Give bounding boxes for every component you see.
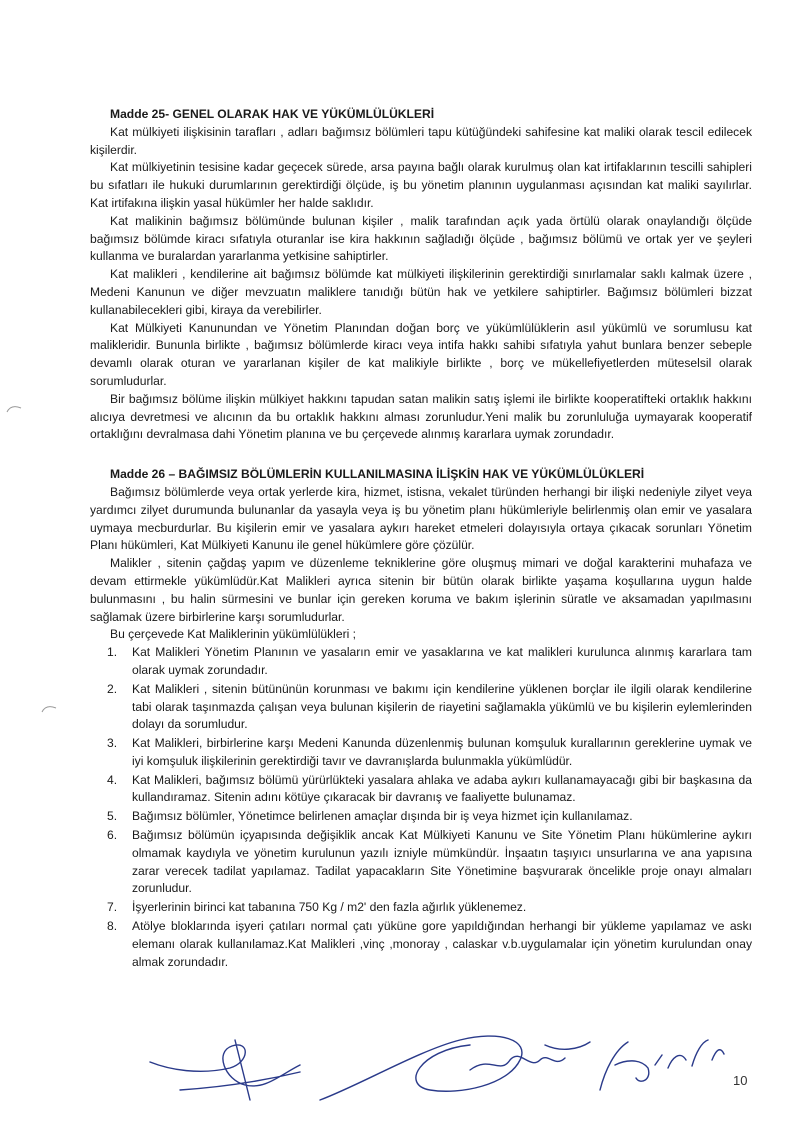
signature-3 — [600, 1040, 724, 1090]
list-intro: Bu çerçevede Kat Maliklerinin yükümlülükleri ; — [110, 627, 357, 642]
signature-1 — [150, 1040, 300, 1100]
item-text: Kat Malikleri Yönetim Planının ve yasaların emir ve yasaklarına ve kat malikleri kurulunca alınmış kararlara tam olarak uymak zorundadır. — [132, 645, 752, 677]
item-number: 5. — [107, 809, 118, 824]
item-number: 8. — [107, 919, 118, 934]
paragraph: Kat mülkiyetinin tesisine kadar geçecek sürede, arsa payına bağlı olarak kurulmuş olan kat irtifaklarının tescilli sahipleri bu sıfatları ile hukuki durumlarının gerektirdiği ölçüde, iş bu yönetim planının uygulanması açısından kat maliki sayılırlar. Kat irtifakına ilişkin yasal hükümler her halde saklıdır. — [90, 160, 752, 210]
item-number: 6. — [107, 828, 118, 843]
list-item — [107, 644, 752, 680]
paragraph: Bir bağımsız bölüme ilişkin mülkiyet hakkını tapudan satan malikin satış işlemi ile birlikte kooperatifteki ortaklık hakkını alıcıya devretmesi ve alıcının da bu ortaklık hakkını alması zorunludur.Yeni malik bu zorunluluğa uymayarak kooperatif ortaklığını devralmasa dahi Yönetim planına ve bu çerçevede alınmış kararlara uymak zorundadır. — [90, 391, 752, 442]
item-text: Kat Malikleri, birbirlerine karşı Medeni Kanunda düzenlenmiş bulunan komşuluk kurallarının gereklerine uymak ve iyi komşuluk ilişkilerinin gerektirdiği tavır ve davranışlarda bulunmakla yükümlüdür. — [132, 736, 752, 768]
item-text: Atölye bloklarında işyeri çatıları normal çatı yüküne gore yapıldığından herhangi bir yükleme yapılamaz ve askı elemanı olarak kullanılamaz.Kat Malikleri ,vinç ,monoray , calaskar v.b.uygulamalar için yönetim kurulundan onay almak zorundadır. — [132, 919, 752, 969]
item-number: 4. — [107, 772, 118, 787]
item-text: İşyerlerinin birinci kat tabanına 750 Kg / m2' den fazla ağırlık yüklenemez. — [132, 900, 527, 915]
paragraph: Kat Mülkiyeti Kanunundan ve Yönetim Planından doğan borç ve yükümlülüklerin asıl yükümlü ve sorumlusu kat malikleridir. Bununla birlikte , bağımsız bölümlerde kiracı veya intifa hakkı sahibi sıfatıyla yahut bunlara benzer sebeple devamlı olarak oturan ve yararlanan kişiler de kat malikiyle birlikte , borç ve mükellefiyetlerden müteselsil olarak sorumludurlar. — [90, 320, 752, 388]
document-body — [90, 106, 752, 972]
item-number: 7. — [107, 900, 118, 915]
item-text: Kat Malikleri, bağımsız bölümü yürürlükteki yasalara ahlaka ve adaba aykırı kullanamayacağı gibi bir başkasına da kullandıramaz. Sitenin adını kötüye çıkaracak bir davranış ve faaliyette bulunamaz. — [132, 772, 752, 805]
list-item — [107, 899, 752, 917]
list-item — [107, 918, 752, 971]
obligations-list — [90, 644, 752, 971]
paragraph: Malikler , sitenin çağdaş yapım ve düzenleme tekniklerine göre oluşmuş mimari ve doğal karakterini muhafaza ve devam ettirmekle yükümlüdür.Kat Malikleri ayrıca sitenin bir bütün olarak birlikte yaşama koşullarına uygun halde bulunmasını , bu halin sürmesini ve bunlar için gereken koruma ve bakım işlerinin süratle ve aksamadan yapılmasını sağlamak üzere birbirlerine karşı sorumludurlar. — [90, 556, 752, 624]
list-item — [107, 681, 752, 734]
paragraph: Kat malikinin bağımsız bölümünde bulunan kişiler , malik tarafından açık yada örtülü olarak onaylandığı ölçüde bağımsız bölümde kiracı sıfatıyla oturanlar ise kira hakkının sağladığı ölçüde , bağımsız bölümü ve ortak yer ve şeyleri kullanma ve buralardan yararlanma yetkisine sahiptirler. — [90, 213, 752, 264]
page-number: 10 — [733, 1073, 748, 1088]
item-text: Bağımsız bölümler, Yönetimce belirlenen amaçlar dışında bir iş veya hizmet için kullanılamaz. — [132, 809, 633, 824]
item-number: 1. — [107, 645, 118, 660]
item-number: 2. — [107, 681, 118, 696]
list-item — [107, 808, 752, 826]
signature-2 — [320, 1036, 590, 1100]
article-26-heading: Madde 26 – BAĞIMSIZ BÖLÜMLERİN KULLANILMASINA İLİŞKİN HAK VE YÜKÜMLÜLÜKLERİ — [110, 467, 645, 482]
list-item — [107, 772, 752, 808]
item-text: Bağımsız bölümün içyapısında değişiklik ancak Kat Mülkiyeti Kanunu ve Site Yönetim Planı hükümlerine aykırı olmamak kaydıyla ve yönetim kurulunun yazılı izniyle mümkündür. İnşaatın taşıyıcı unsurlarına ve ana yapısına zarar verecek tadilat yapılamaz. Tadilat yapacakların Site Yönetimine başvurarak öncelikle proje onayı almaları zorunludur. — [132, 828, 752, 896]
paragraph: Bağımsız bölümlerde veya ortak yerlerde kira, hizmet, istisna, vekalet türünden herhangi bir ilişki nedeniyle zilyet veya yardımcı zilyet durumunda bulunanlar da yasayla veya iş bu yönetim planı hükümleriyle belirlenmiş olan emir ve yasalara uymaya mecburdurlar. Bu kişilerin emir ve yasalara aykırı hareket etmeleri dolayısıyla ortaya çıkacak sorunları Yönetim Planı hükümleri, Kat Mülkiyeti Kanunu ile genel hükümlere göre çözülür. — [90, 484, 752, 553]
paragraph: Kat mülkiyeti ilişkisinin tarafları , adları bağımsız bölümleri tapu kütüğündeki sahifesine kat maliki olarak tescil edilecek kişilerdir. — [90, 124, 752, 157]
scan-mark — [5, 400, 25, 420]
item-number: 3. — [107, 736, 118, 751]
list-item — [107, 827, 752, 898]
article-25-heading: Madde 25- GENEL OLARAK HAK VE YÜKÜMLÜLÜKLERİ — [110, 107, 435, 121]
item-text: Kat Malikleri , sitenin bütününün korunması ve bakımı için kendilerine yüklenen borçlar ile ilgili olarak kendilerine tabi olarak taşınmazda çalışan veya bulunan kişilerin de riayetini sağlamakla yükümlü ve bu kişilerin eylemlerinden dolayı da sorumludur. — [132, 681, 752, 732]
list-item — [107, 735, 752, 771]
paragraph: Kat malikleri , kendilerine ait bağımsız bölümde kat mülkiyeti ilişkilerinin gerektirdiği sınırlamalar saklı kalmak üzere , Medeni Kanunun ve diğer mevzuatın maliklere tanıdığı bütün hak ve yetkilere sahiptirler. Bağımsız bölümleri bizzat kullanabilecekleri gibi, kiraya da verebilirler. — [90, 267, 752, 317]
scan-mark — [40, 700, 60, 720]
